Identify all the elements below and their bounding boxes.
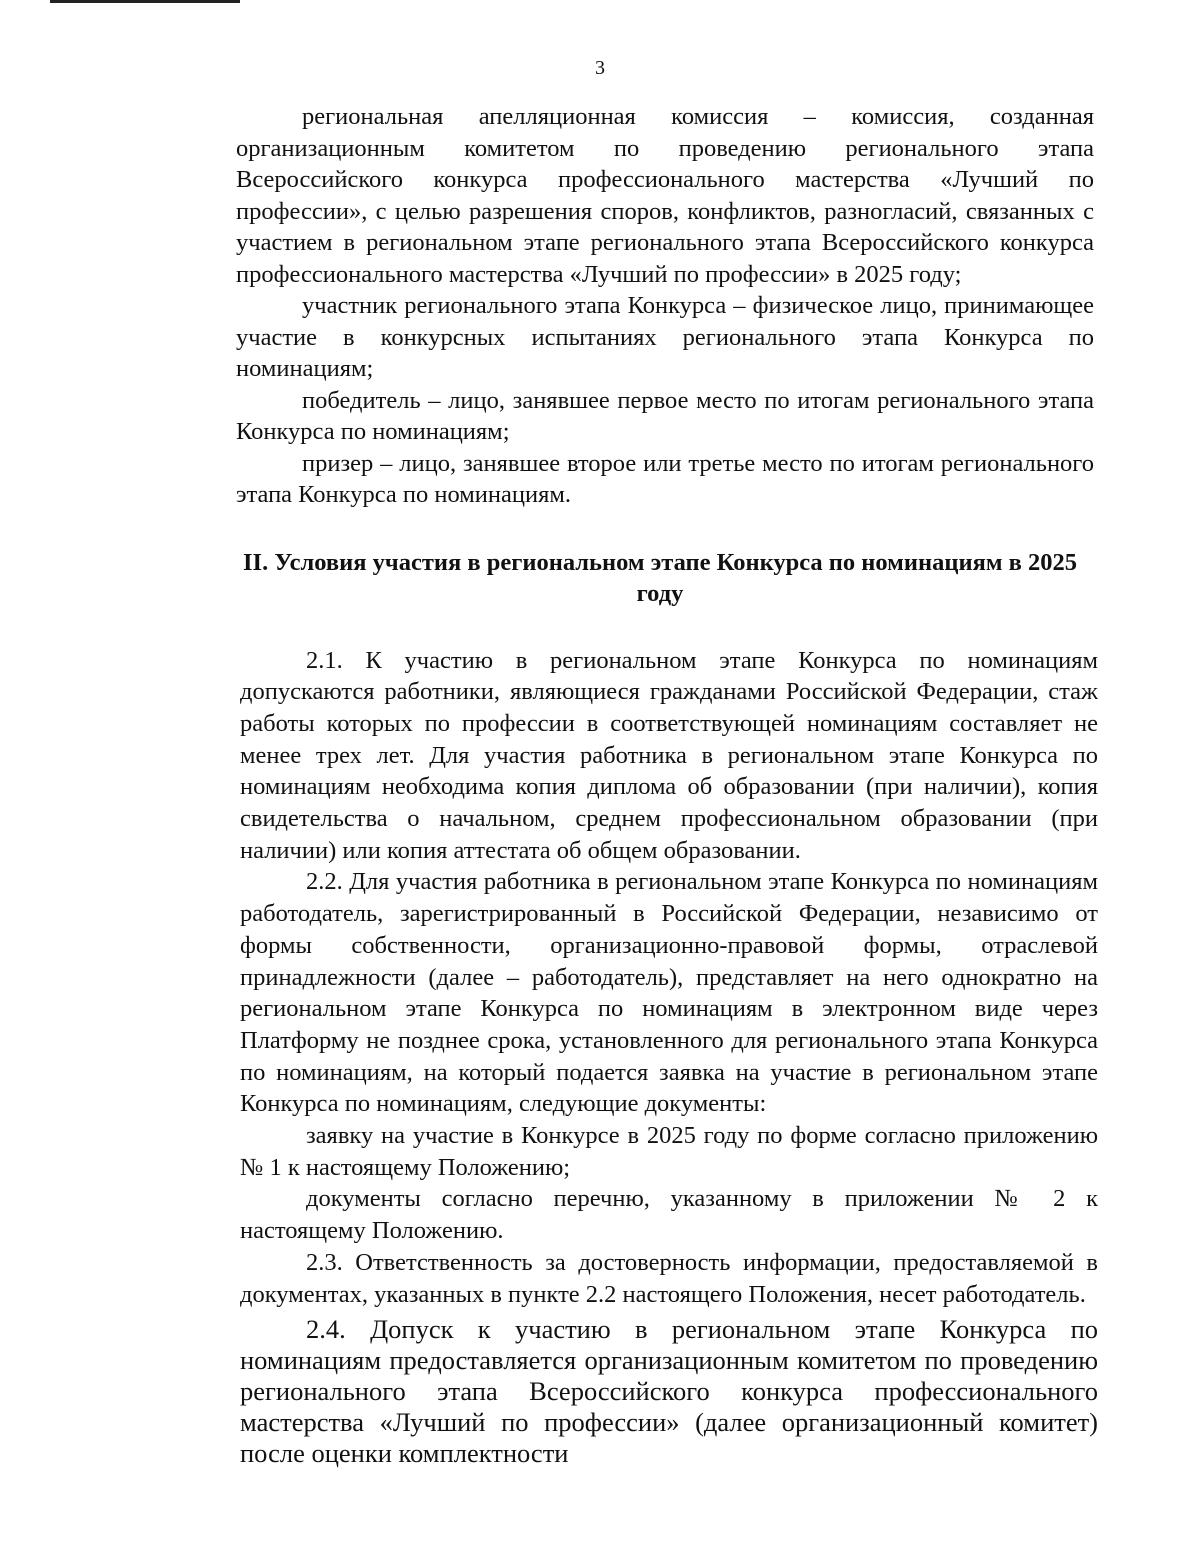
definition-appeal-commission: региональная апелляционная комиссия – комиссия, созданная организационным комитетом по проведению регионального этапа Всероссийского конкурса профессионального мастерства «Лучший по профессии», с целью разрешения споров, конфликтов, разногласий, связанных с участием в региональном этапе регионального этапа Всероссийского конкурса профессионального мастерства «Лучший по профессии» в 2025 году; xyxy=(236,103,1094,288)
paragraph-2-2-item-documents: документы согласно перечню, указанному в приложении № 2 к настоящему Положению. xyxy=(240,1185,1098,1245)
definition-winner: победитель – лицо, занявшее первое место по итогам регионального этапа Конкурса по номинациям; xyxy=(236,386,1094,445)
section-heading: II. Условия участия в региональном этапе Конкурса по номинациям в 2025 году xyxy=(243,548,1077,607)
paragraph-2-4: 2.4. Допуск к участию в региональном этапе Конкурса по номинациям предоставляется организационным комитетом по проведению регионального этапа Всероссийского конкурса профессионального мастерства «Лучший по профессии» (далее организационный комитет) после оценки комплектности xyxy=(240,1314,1098,1469)
page-number: 3 xyxy=(595,57,605,79)
document-body xyxy=(236,101,1098,1469)
paragraph-2-1: 2.1. К участию в региональном этапе Конкурса по номинациям допускаются работники, являющиеся гражданами Российской Федерации, стаж работы которых по профессии в соответствующей номинациям составляет не менее трех лет. Для участия работника в региональном этапе Конкурса по номинациям необходима копия диплома об образовании (при наличии), копия свидетельства о начальном, среднем профессиональном образовании (при наличии) или копия аттестата об общем образовании. xyxy=(240,646,1098,864)
section-body xyxy=(240,645,1098,1470)
paragraph-2-2-item-application: заявку на участие в Конкурсе в 2025 году по форме согласно приложению № 1 к настоящему Положению; xyxy=(240,1122,1098,1181)
paragraph-2-2: 2.2. Для участия работника в региональном этапе Конкурса по номинациям работодатель, зарегистрированный в Российской Федерации, независимо от формы собственности, организационно-правовой формы, отраслевой принадлежности (далее – работодатель), представляет на него однократно на региональном этапе Конкурса по номинациям в электронном виде через Платформу не позднее срока, установленного для регионального этапа Конкурса по номинациям, на который подается заявка на участие в региональном этапе Конкурса по номинациям, следующие документы: xyxy=(240,868,1098,1118)
definition-participant: участник регионального этапа Конкурса – физическое лицо, принимающее участие в конкурсных испытаниях регионального этапа Конкурса по номинациям; xyxy=(236,292,1094,382)
definition-prizewinner: призер – лицо, занявшее второе или третье место по итогам регионального этапа Конкурса по номинациям. xyxy=(236,449,1094,508)
scan-edge-mark xyxy=(50,0,240,3)
paragraph-2-3: 2.3. Ответственность за достоверность информации, предоставляемой в документах, указанных в пункте 2.2 настоящего Положения, несет работодатель. xyxy=(240,1248,1098,1308)
